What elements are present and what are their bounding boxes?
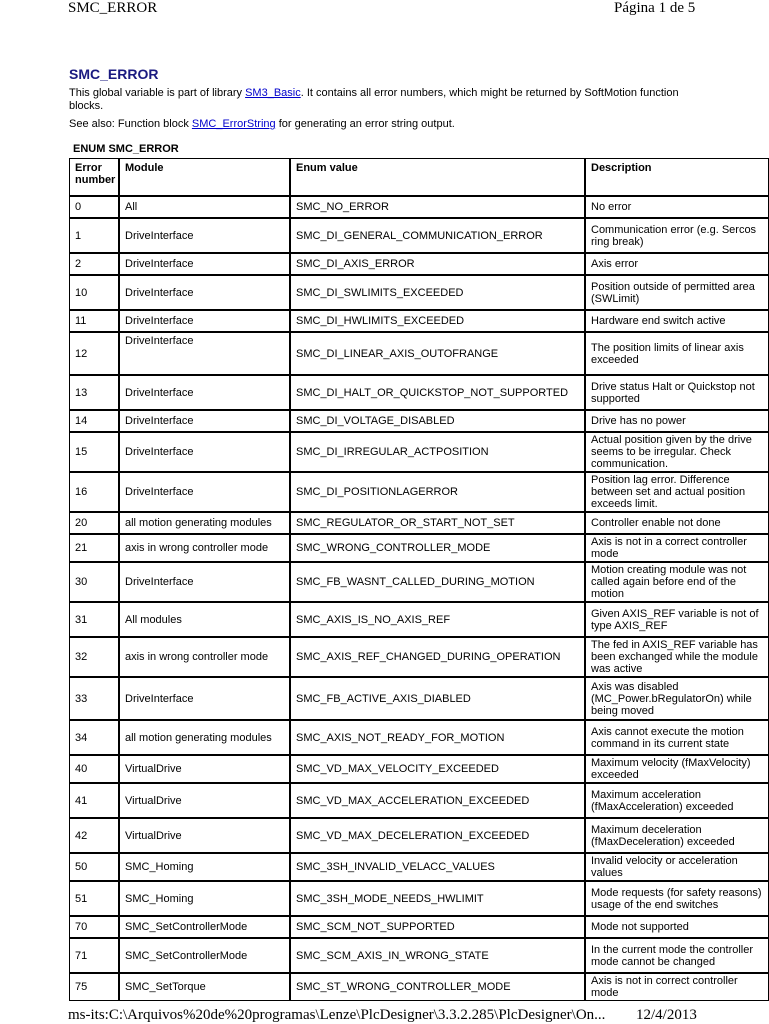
error-number-cell: 51: [69, 881, 119, 916]
header-enum-value: Enum value: [290, 158, 585, 196]
table-row: [69, 410, 769, 432]
error-number-cell: 75: [69, 973, 119, 1001]
description-cell: Controller enable not done: [585, 512, 769, 534]
table-row: [69, 472, 769, 512]
description-cell: Mode requests (for safety reasons) usage of the end switches: [585, 881, 769, 916]
description-cell: The fed in AXIS_REF variable has been exchanged while the module was active: [585, 637, 769, 677]
see-also-text: See also: Function block: [69, 118, 192, 130]
table-row: [69, 310, 769, 332]
error-number-cell: 70: [69, 916, 119, 938]
intro-paragraph: [69, 87, 689, 113]
enum-value-cell: SMC_SCM_NOT_SUPPORTED: [290, 916, 585, 938]
module-cell: all motion generating modules: [119, 512, 290, 534]
enum-value-cell: SMC_WRONG_CONTROLLER_MODE: [290, 534, 585, 562]
page-title: SMC_ERROR: [69, 66, 159, 82]
table-row: [69, 375, 769, 410]
table-row: [69, 196, 769, 218]
table-row: [69, 332, 769, 375]
table-row: [69, 275, 769, 310]
table-row: [69, 755, 769, 783]
enum-value-cell: SMC_VD_MAX_DECELERATION_EXCEEDED: [290, 818, 585, 853]
description-cell: In the current mode the controller mode cannot be changed: [585, 938, 769, 973]
table-row: [69, 818, 769, 853]
module-cell: DriveInterface: [119, 310, 290, 332]
error-number-cell: 40: [69, 755, 119, 783]
error-number-cell: 10: [69, 275, 119, 310]
enum-value-cell: SMC_DI_POSITIONLAGERROR: [290, 472, 585, 512]
module-cell: DriveInterface: [119, 410, 290, 432]
table-row: [69, 720, 769, 755]
error-number-cell: 34: [69, 720, 119, 755]
module-cell: DriveInterface: [119, 472, 290, 512]
description-cell: Maximum acceleration (fMaxAcceleration) exceeded: [585, 783, 769, 818]
enum-value-cell: SMC_DI_SWLIMITS_EXCEEDED: [290, 275, 585, 310]
description-cell: Axis is not in a correct controller mode: [585, 534, 769, 562]
description-cell: Axis is not in correct controller mode: [585, 973, 769, 1001]
enum-value-cell: SMC_DI_HALT_OR_QUICKSTOP_NOT_SUPPORTED: [290, 375, 585, 410]
error-number-cell: 50: [69, 853, 119, 881]
table-row: [69, 637, 769, 677]
description-cell: Position lag error. Difference between set and actual position exceeds limit.: [585, 472, 769, 512]
description-cell: Maximum velocity (fMaxVelocity) exceeded: [585, 755, 769, 783]
error-number-cell: 32: [69, 637, 119, 677]
page-footer-path: ms-its:C:\Arquivos%20de%20programas\Lenze\PlcDesigner\3.3.2.285\PlcDesigner\On...: [68, 1007, 606, 1023]
description-cell: Position outside of permitted area (SWLimit): [585, 275, 769, 310]
description-cell: Communication error (e.g. Sercos ring break): [585, 218, 769, 253]
error-number-cell: 12: [69, 332, 119, 375]
description-cell: Axis error: [585, 253, 769, 275]
error-number-cell: 21: [69, 534, 119, 562]
description-cell: Drive has no power: [585, 410, 769, 432]
enum-value-cell: SMC_REGULATOR_OR_START_NOT_SET: [290, 512, 585, 534]
error-number-cell: 30: [69, 562, 119, 602]
error-number-cell: 41: [69, 783, 119, 818]
module-cell: DriveInterface: [119, 275, 290, 310]
enum-value-cell: SMC_AXIS_REF_CHANGED_DURING_OPERATION: [290, 637, 585, 677]
table-header-row: [69, 158, 769, 196]
description-cell: Maximum deceleration (fMaxDeceleration) exceeded: [585, 818, 769, 853]
error-number-cell: 31: [69, 602, 119, 637]
module-cell: VirtualDrive: [119, 783, 290, 818]
table-row: [69, 218, 769, 253]
table-row: [69, 973, 769, 1001]
module-cell: All modules: [119, 602, 290, 637]
enum-value-cell: SMC_3SH_INVALID_VELACC_VALUES: [290, 853, 585, 881]
error-table: [69, 158, 769, 1001]
enum-value-cell: SMC_VD_MAX_VELOCITY_EXCEEDED: [290, 755, 585, 783]
table-row: [69, 512, 769, 534]
module-cell: DriveInterface: [119, 375, 290, 410]
enum-value-cell: SMC_VD_MAX_ACCELERATION_EXCEEDED: [290, 783, 585, 818]
table-row: [69, 562, 769, 602]
table-row: [69, 677, 769, 720]
error-number-cell: 14: [69, 410, 119, 432]
description-cell: The position limits of linear axis exceeded: [585, 332, 769, 375]
error-number-cell: 13: [69, 375, 119, 410]
module-cell: DriveInterface: [119, 218, 290, 253]
header-module: Module: [119, 158, 290, 196]
description-cell: Hardware end switch active: [585, 310, 769, 332]
enum-value-cell: SMC_AXIS_NOT_READY_FOR_MOTION: [290, 720, 585, 755]
enum-value-cell: SMC_FB_WASNT_CALLED_DURING_MOTION: [290, 562, 585, 602]
module-cell: DriveInterface: [119, 253, 290, 275]
module-cell: VirtualDrive: [119, 818, 290, 853]
module-cell: All: [119, 196, 290, 218]
table-row: [69, 602, 769, 637]
description-cell: Given AXIS_REF variable is not of type AXIS_REF: [585, 602, 769, 637]
description-cell: Actual position given by the drive seems to be irregular. Check communication.: [585, 432, 769, 472]
intro-text: This global variable is part of library: [69, 87, 246, 99]
module-cell: DriveInterface: [119, 677, 290, 720]
enum-value-cell: SMC_SCM_AXIS_IN_WRONG_STATE: [290, 938, 585, 973]
page-footer-date: 12/4/2013: [636, 1007, 697, 1023]
error-number-cell: 71: [69, 938, 119, 973]
header-description: Description: [585, 158, 769, 196]
module-cell: SMC_Homing: [119, 853, 290, 881]
enum-value-cell: SMC_DI_VOLTAGE_DISABLED: [290, 410, 585, 432]
description-cell: Axis cannot execute the motion command in its current state: [585, 720, 769, 755]
smc-errorstring-link[interactable]: SMC_ErrorString: [191, 118, 276, 130]
table-body: [69, 196, 769, 1001]
module-cell: SMC_SetTorque: [119, 973, 290, 1001]
description-cell: Invalid velocity or acceleration values: [585, 853, 769, 881]
table-row: [69, 853, 769, 881]
module-cell: DriveInterface: [119, 432, 290, 472]
enum-value-cell: SMC_3SH_MODE_NEEDS_HWLIMIT: [290, 881, 585, 916]
enum-value-cell: SMC_AXIS_IS_NO_AXIS_REF: [290, 602, 585, 637]
description-cell: Mode not supported: [585, 916, 769, 938]
error-number-cell: 33: [69, 677, 119, 720]
enum-value-cell: SMC_DI_GENERAL_COMMUNICATION_ERROR: [290, 218, 585, 253]
page-number: Página 1 de 5: [614, 0, 696, 16]
description-cell: Axis was disabled (MC_Power.bRegulatorOn) while being moved: [585, 677, 769, 720]
module-cell: axis in wrong controller mode: [119, 637, 290, 677]
module-cell: SMC_SetControllerMode: [119, 938, 290, 973]
error-number-cell: 20: [69, 512, 119, 534]
enum-value-cell: SMC_DI_IRREGULAR_ACTPOSITION: [290, 432, 585, 472]
table-row: [69, 916, 769, 938]
module-cell: SMC_SetControllerMode: [119, 916, 290, 938]
module-cell: axis in wrong controller mode: [119, 534, 290, 562]
error-number-cell: 2: [69, 253, 119, 275]
table-row: [69, 881, 769, 916]
enum-value-cell: SMC_DI_LINEAR_AXIS_OUTOFRANGE: [290, 332, 585, 375]
module-cell: SMC_Homing: [119, 881, 290, 916]
enum-value-cell: SMC_NO_ERROR: [290, 196, 585, 218]
table-row: [69, 938, 769, 973]
module-cell: VirtualDrive: [119, 755, 290, 783]
page-header-title: SMC_ERROR: [68, 0, 158, 16]
description-cell: Drive status Halt or Quickstop not supported: [585, 375, 769, 410]
error-table-wrapper: [69, 158, 762, 1001]
enum-value-cell: SMC_FB_ACTIVE_AXIS_DIABLED: [290, 677, 585, 720]
error-number-cell: 16: [69, 472, 119, 512]
table-row: [69, 783, 769, 818]
module-cell: DriveInterface: [119, 332, 290, 375]
error-number-cell: 42: [69, 818, 119, 853]
error-number-cell: 15: [69, 432, 119, 472]
see-also-text-end: for generating an error string output.: [275, 118, 455, 130]
enum-value-cell: SMC_DI_HWLIMITS_EXCEEDED: [290, 310, 585, 332]
module-cell: all motion generating modules: [119, 720, 290, 755]
table-row: [69, 432, 769, 472]
description-cell: No error: [585, 196, 769, 218]
header-error-number: Error number: [69, 158, 119, 196]
sm3-basic-link[interactable]: SM3_Basic: [245, 87, 301, 99]
error-number-cell: 11: [69, 310, 119, 332]
description-cell: Motion creating module was not called again before end of the motion: [585, 562, 769, 602]
enum-title: ENUM SMC_ERROR: [73, 143, 179, 155]
error-number-cell: 0: [69, 196, 119, 218]
error-number-cell: 1: [69, 218, 119, 253]
intro-text-end: . It contains all error numbers, which might be returned by SoftMotion function blocks.: [69, 87, 679, 112]
see-also-paragraph: [69, 118, 689, 131]
enum-value-cell: SMC_DI_AXIS_ERROR: [290, 253, 585, 275]
table-row: [69, 253, 769, 275]
module-cell: DriveInterface: [119, 562, 290, 602]
table-row: [69, 534, 769, 562]
enum-value-cell: SMC_ST_WRONG_CONTROLLER_MODE: [290, 973, 585, 1001]
document-body: [69, 66, 768, 1001]
